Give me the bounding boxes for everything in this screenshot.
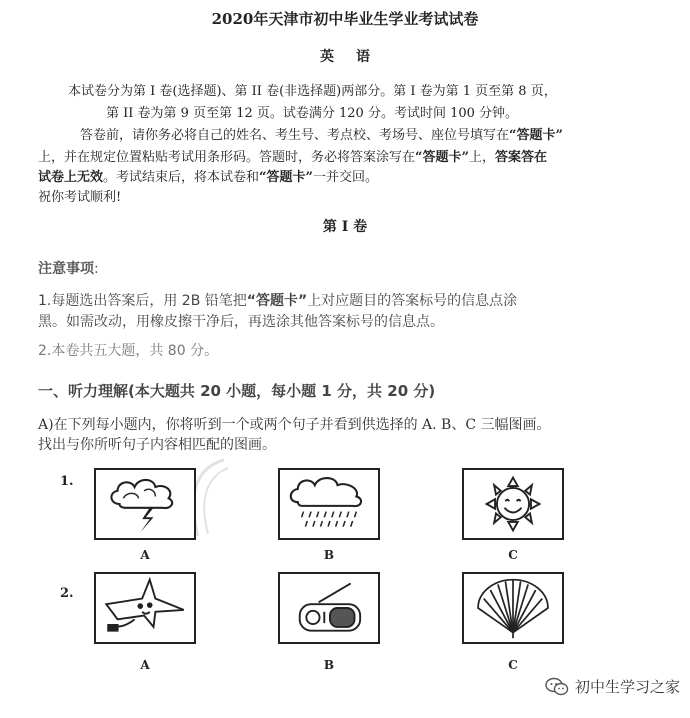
intro-line-1: 本试卷分为第 I 卷(选择题)、第 II 卷(非选择题)两部分。第 I 卷为第 1 页至第 8 页， <box>68 84 557 99</box>
part-1-heading: 一、听力理解(本大题共 20 小题，每小题 1 分，共 20 分) <box>38 382 436 400</box>
notice-item-1-b: 上对应题目的答案标号的信息点涂 <box>307 293 518 309</box>
notice-item-2: 2.本卷共五大题，共 80 分。 <box>38 343 219 359</box>
smiling-sun-icon <box>464 470 562 538</box>
notice-item-1-line-2: 黑。如需改动，用橡皮擦干净后，再选涂其他答案标号的信息点。 <box>38 314 444 330</box>
question-2-label-b: B <box>323 658 335 672</box>
kite-icon <box>96 574 194 642</box>
intro-line-4b: “答题卡” <box>415 150 469 165</box>
intro-line-5a: 。考试结束后，将本试卷和 <box>103 170 260 185</box>
question-1-number: 1. <box>60 474 74 489</box>
intro-line-4 <box>38 146 547 165</box>
thunderstorm-icon <box>96 470 194 538</box>
intro-line-4a: 上，并在规定位置粘贴考试用条形码。答题时，务必将答案涂写在 <box>38 150 416 165</box>
question-1-option-b[interactable] <box>278 468 380 540</box>
question-1-option-a[interactable] <box>94 468 196 540</box>
radio-icon <box>280 574 378 642</box>
question-2-option-b[interactable] <box>278 572 380 644</box>
question-1-label-c: C <box>508 548 518 562</box>
notice-heading-colon: : <box>94 261 99 277</box>
question-2-label-a: A <box>140 658 150 672</box>
notice-item-1-a: 1.每题选出答案后，用 2B 铅笔把 <box>38 293 247 309</box>
question-1-option-c[interactable] <box>462 468 564 540</box>
notice-heading-text: 注意事项 <box>38 261 94 277</box>
part-1-instruction-line-2: 找出与你所听句子内容相匹配的图画。 <box>38 437 276 453</box>
notice-heading <box>38 258 99 278</box>
intro-line-3-text: 答卷前，请你务必将自己的姓名、考生号、考点校、考场号、座位号填写在 <box>80 128 510 143</box>
intro-line-5-bold2: “答题卡” <box>259 170 313 185</box>
intro-line-5 <box>38 166 378 185</box>
intro-line-5b: 一并交回。 <box>313 170 379 185</box>
intro-line-4c: 上， <box>468 150 495 165</box>
intro-line-4-bold: 答案答在 <box>495 150 548 165</box>
question-2-number: 2. <box>60 586 74 601</box>
exam-subject: 英语 <box>320 49 392 65</box>
question-2-option-c[interactable] <box>462 572 564 644</box>
intro-line-3-bold: “答题卡” <box>509 128 563 143</box>
wechat-icon <box>545 677 569 697</box>
question-1-label-b: B <box>323 548 335 562</box>
question-1-label-a: A <box>140 548 150 562</box>
intro-line-2: 第 II 卷为第 9 页至第 12 页。试卷满分 120 分。考试时间 100 分钟。 <box>106 106 519 121</box>
intro-line-5-bold: 试卷上无效 <box>38 170 104 185</box>
question-2-label-c: C <box>508 658 518 672</box>
notice-item-1-bold: “答题卡” <box>246 293 308 309</box>
notice-item-1-line-1 <box>38 290 517 310</box>
question-2-option-a[interactable] <box>94 572 196 644</box>
exam-title: 2020年天津市初中毕业生学业考试试卷 <box>211 10 479 28</box>
section-title: 第 I 卷 <box>322 219 368 235</box>
intro-line-3 <box>80 124 563 143</box>
rain-cloud-icon <box>280 470 378 538</box>
wechat-watermark <box>545 676 680 697</box>
watermark-text: 初中生学习之家 <box>574 678 680 696</box>
part-1-instruction-line-1: A)在下列每小题内，你将听到一个或两个句子并看到供选择的 A. B、C 三幅图画。 <box>38 417 551 433</box>
intro-line-6: 祝你考试顺利! <box>38 190 122 205</box>
folding-fan-icon <box>464 574 562 642</box>
